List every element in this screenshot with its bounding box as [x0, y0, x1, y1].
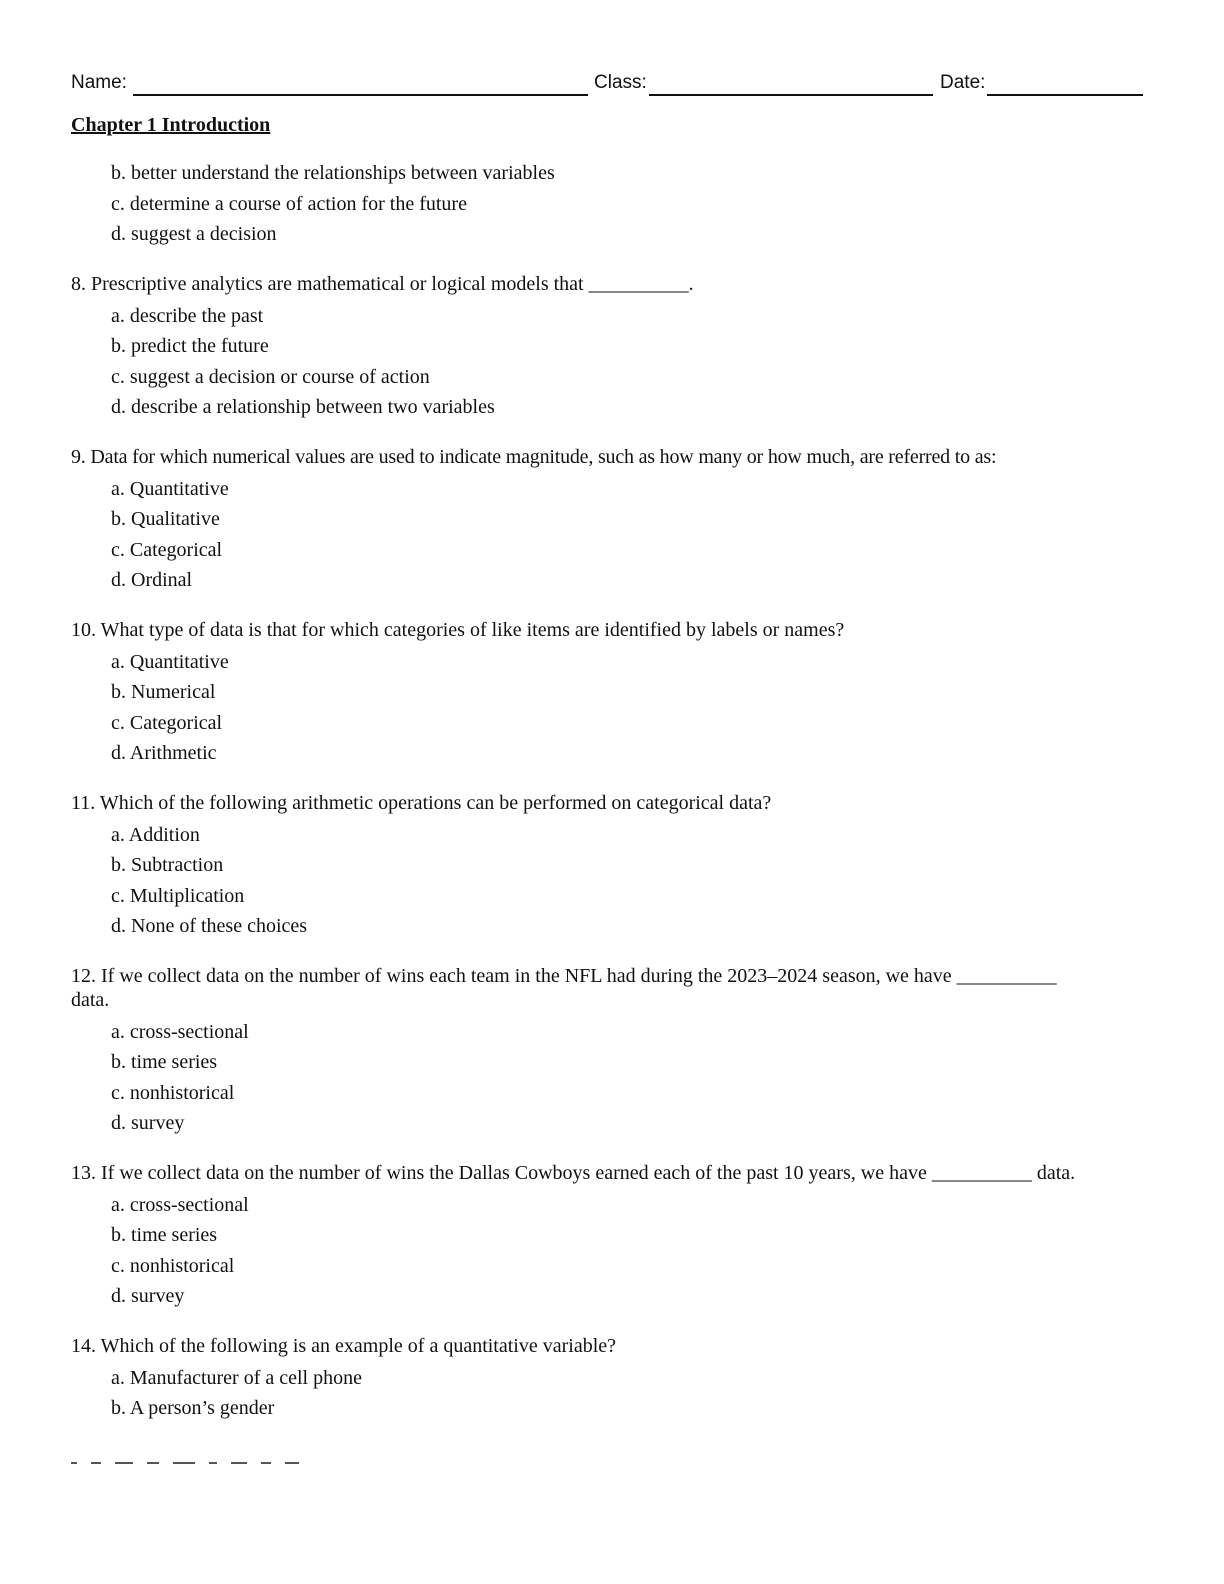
answer-option: d. None of these choices	[111, 915, 308, 937]
name-label: Name:	[71, 72, 127, 93]
answer-option: d. suggest a decision	[111, 223, 277, 245]
answer-option: b. Numerical	[111, 681, 216, 703]
date-blank-line	[987, 94, 1143, 96]
answer-option: c. Categorical	[111, 538, 223, 561]
question-text: 10. What type of data is that for which categories of like items are identified by labels or names?	[71, 618, 845, 641]
question-text: 8. Prescriptive analytics are mathematical or logical models that __________.	[71, 272, 694, 295]
student-info-header	[71, 70, 1143, 98]
chapter-title: Chapter 1 Introduction	[71, 114, 271, 136]
class-blank-line	[649, 94, 933, 96]
answer-option: b. time series	[111, 1224, 218, 1246]
question-text: 12. If we collect data on the number of wins each team in the NFL had during the 2023–2024 season, we have __________ data.	[71, 964, 1057, 1011]
question-text: 11. Which of the following arithmetic operations can be performed on categorical data?	[71, 791, 772, 814]
answer-option: c. Multiplication	[111, 884, 245, 907]
question-14	[71, 1334, 1151, 1424]
question-12	[71, 964, 1151, 1139]
answer-option: a. cross-sectional	[111, 1020, 249, 1043]
answer-option: d. describe a relationship between two variables	[111, 396, 495, 418]
answer-option: d. Ordinal	[111, 569, 193, 591]
answer-option: a. Quantitative	[111, 477, 229, 500]
answer-option: b. time series	[111, 1051, 218, 1073]
answer-option: b. better understand the relationships between variables	[111, 162, 555, 184]
answer-option: d. survey	[111, 1285, 185, 1307]
question-9	[71, 445, 1151, 596]
question-13	[71, 1161, 1151, 1312]
answer-option: d. survey	[111, 1112, 185, 1134]
answer-option: c. suggest a decision or course of action	[111, 365, 430, 388]
answer-option: a. Addition	[111, 823, 200, 846]
question-10	[71, 618, 1151, 769]
answer-option: b. Subtraction	[111, 854, 224, 876]
answer-option: a. Quantitative	[111, 650, 229, 673]
answer-option: c. nonhistorical	[111, 1081, 235, 1104]
continued-options	[71, 158, 1151, 250]
answer-option: c. determine a course of action for the future	[111, 192, 467, 215]
date-label: Date:	[940, 72, 986, 93]
question-text: 9. Data for which numerical values are used to indicate magnitude, such as how many or how much, are referred to as:	[71, 445, 997, 468]
answer-option: a. Manufacturer of a cell phone	[111, 1366, 362, 1389]
answer-option: b. A person’s gender	[111, 1397, 275, 1419]
question-text: 13. If we collect data on the number of wins the Dallas Cowboys earned each of the past 10 years, we have __________ data.	[71, 1161, 1076, 1184]
answer-option: a. cross-sectional	[111, 1193, 249, 1216]
answer-option: b. predict the future	[111, 335, 269, 357]
question-text: 14. Which of the following is an example of a quantitative variable?	[71, 1334, 617, 1357]
answer-option: a. describe the past	[111, 304, 264, 327]
question-8	[71, 272, 1151, 423]
answer-option: d. Arithmetic	[111, 742, 217, 764]
answer-option: c. nonhistorical	[111, 1254, 235, 1277]
answer-option: c. Categorical	[111, 711, 223, 734]
cut-off-footer-text	[71, 1462, 1151, 1470]
question-11	[71, 791, 1151, 942]
name-blank-line	[133, 94, 588, 96]
answer-option: b. Qualitative	[111, 508, 220, 530]
question-list	[71, 158, 1151, 1424]
class-label: Class:	[594, 72, 647, 93]
